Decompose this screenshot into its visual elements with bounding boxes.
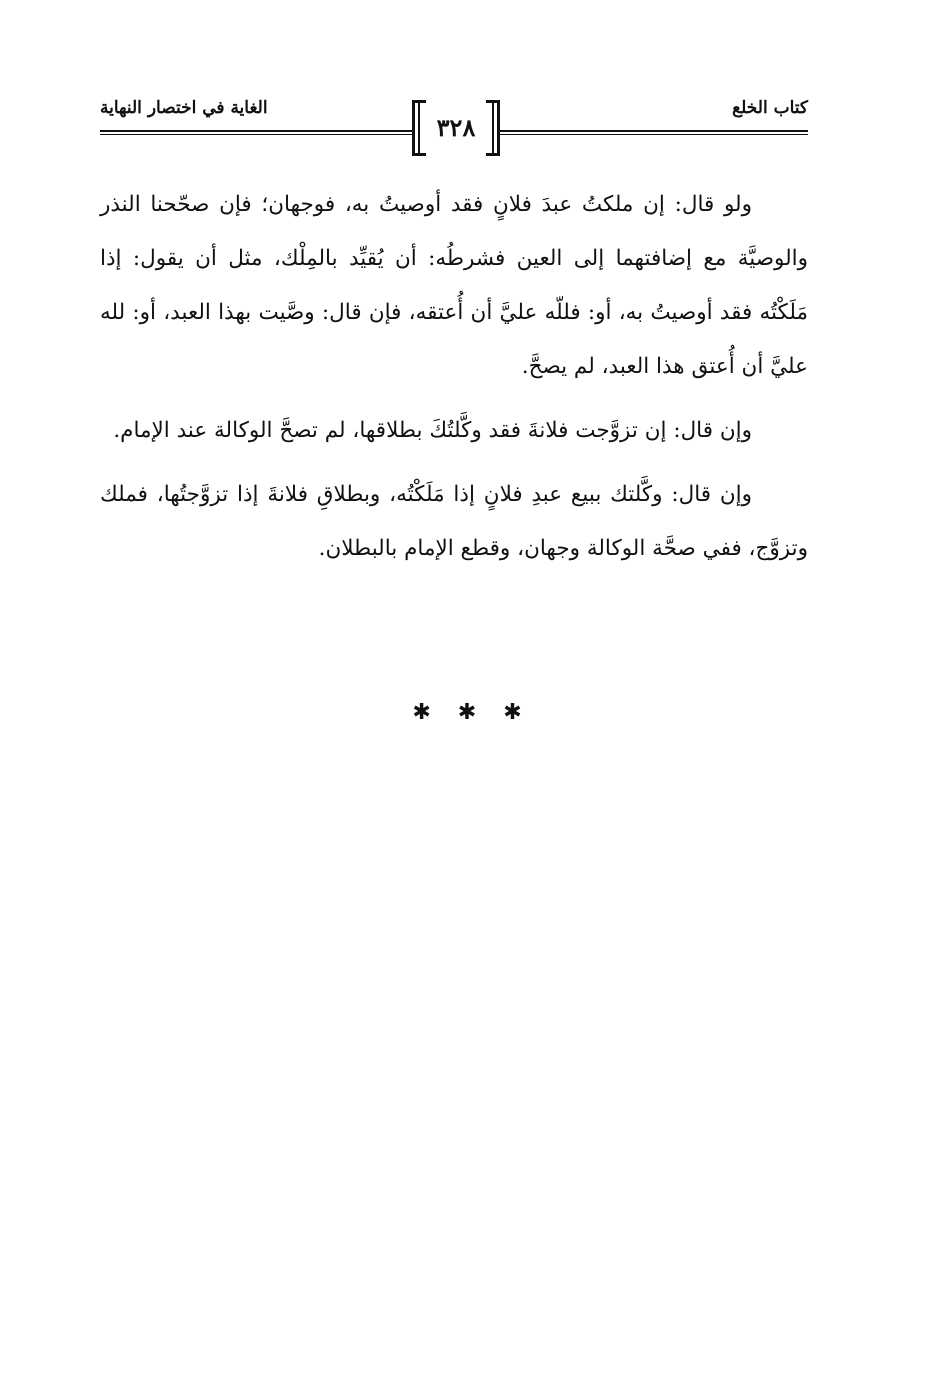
chapter-title: كتاب الخلع [732, 98, 808, 118]
page-number-frame [412, 100, 500, 156]
book-title: الغاية في اختصار النهاية [100, 98, 268, 118]
paragraph-3: وإن قال: وكَّلتك ببيع عبدِ فلانٍ إذا مَلَكْتُه، وبطلاقِ فلانةَ إذا تزوَّجتُها، فملك وتزوَّج، ففي صحَّة الوكالة وجهان، وقطع الإمام بالبطلان. [100, 482, 808, 561]
page-number: ٣٢٨ [436, 113, 476, 142]
main-text [100, 178, 808, 586]
section-divider-asterisks: ✱ ✱ ✱ [412, 700, 532, 725]
running-header [100, 92, 808, 162]
paragraph-1: ولو قال: إن ملكتُ عبدَ فلانٍ فقد أوصيتُ به، فوجهان؛ فإن صحّحنا النذر والوصيَّة مع إضافتهما إلى العين فشرطُه: أن يُقيِّد بالمِلْك، مثل أن يقول: إذا مَلَكْتُه فقد أوصيتُ به، أو: فللّه عليَّ أن أُعتقه، فإن قال: وصَّيت بهذا العبد، أو: لله عليَّ أن أُعتق هذا العبد، لم يصحَّ. [100, 192, 808, 379]
paragraph-2: وإن قال: إن تزوَّجت فلانةَ فقد وكَّلتُكَ بطلاقها، لم تصحَّ الوكالة عند الإمام. [113, 418, 752, 443]
